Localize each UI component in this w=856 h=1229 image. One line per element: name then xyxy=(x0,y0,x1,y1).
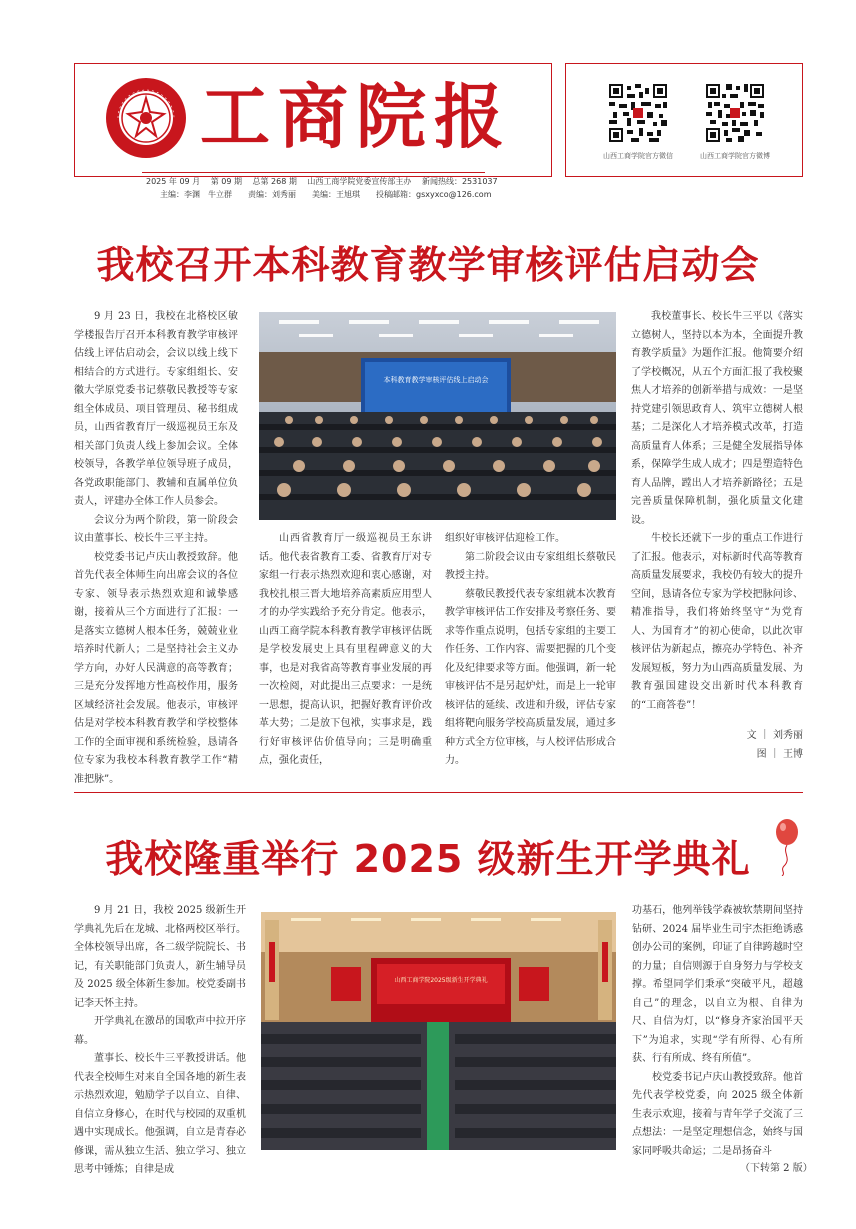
article1-headline: 我校召开本科教育教学审核评估启动会 xyxy=(96,243,760,287)
meeting-screen-title: 本科教育教学审核评估线上启动会 xyxy=(383,376,489,384)
weibo-qr-caption: 山西工商学院官方微博 xyxy=(700,152,770,160)
university-seal-icon xyxy=(104,76,188,160)
article1-column-3 xyxy=(445,530,616,771)
article2-column-4 xyxy=(632,902,803,1161)
paragraph: 功基石，他列举钱学森被软禁期间坚持钻研、2024 届毕业生司宇杰拒绝诱惑创办公司的案例，印证了自律跨越时空的力量；自信则源于自身努力与学校支撑。希望同学们秉承“突破平凡，超越自己”的理念，以自立为根、自律为尺、自信为灯，以“修身齐家治国平天下”为追求，实现“学有所得、心有所获、行有所成、终有所值”。 xyxy=(632,905,803,1064)
article1-column-4 xyxy=(631,308,803,715)
article2-headline: 我校隆重举行 2025 级新生开学典礼 xyxy=(105,837,751,881)
paragraph: 校党委书记卢庆山教授致辞。他首先代表学校党委，向 2025 级全体新生表示欢迎，接着与青年学子交流了三点想法：一是坚定理想信念，始终与国家同呼吸共命运；二是昂扬奋斗 xyxy=(632,1071,803,1157)
paragraph: 组织好审核评估迎检工作。 xyxy=(445,533,565,544)
article1-column-1 xyxy=(74,308,238,789)
article1-column-2 xyxy=(259,530,432,771)
meeting-photo xyxy=(259,312,616,520)
issue-info-line: 2025 年 09 月 第 09 期 总第 268 期 山西工商学院党委宣传部主办 新闻热线：2531037 xyxy=(146,177,498,186)
wechat-qr-code-icon[interactable] xyxy=(609,84,667,142)
paragraph: 9 月 23 日，我校在北格校区敏学楼报告厅召开本科教育教学审核评估线上评估启动会，会议以线上线下相结合的方式进行。专家组组长、安徽大学原党委书记蔡敬民教授等专家组全体成员、项目管理员、秘书组成员，山西省教育厅一级巡视员王东及相关部门负责人线上参加会议。全体校领导，各教学单位领导班子成员，各党政职能部门、教辅和直属单位负责人，评建办全体工作人员参会。 xyxy=(74,311,238,507)
paragraph: 校党委书记卢庆山教授致辞。他首先代表全体师生向出席会议的各位专家、领导表示热烈欢迎和诚挚感谢，接着从三个方面进行了汇报：一是落实立德树人根本任务，兢兢业业培养时代新人；二是坚持社会主义办学方向，办好人民满意的高等教育；三是充分发挥地方性高校作用，服务区域经济社会发展。他表示，审核评估是对学校本科教育教学和学校整体工作的全面审视和系统检验，恳请各位专家为我校本科教育教学工作“精准把脉”。 xyxy=(74,551,238,785)
article1-photo-credit: 图 ｜ 王博 xyxy=(756,749,803,760)
paragraph: 董事长、校长牛三平教授讲话。他代表全校师生对来自全国各地的新生表示热烈欢迎，勉励学子以自立、自律、自信立身修心，在时代与校园的双重机遇中实现成长。他强调，自立是青春必修课，需从独立生活、独立学习、独立思考中锤炼；自律是成 xyxy=(74,1053,246,1175)
continued-on-page-2: （下转第 2 版） xyxy=(740,1163,813,1174)
newspaper-title: 工商院报 xyxy=(200,75,512,158)
ceremony-screen-title: 山西工商学院2025级新生开学典礼 xyxy=(394,977,488,984)
paragraph: 我校董事长、校长牛三平以《落实立德树人，坚持以本为本，全面提升教育教学质量》为题作汇报。他简要介绍了学校概况，从五个方面汇报了我校聚焦人才培养的创新举措与成效：一是坚持党建引领思政育人、筑牢立德树人根基；二是深化人才培养模式改革，打造高质量育人体系；三是健全发展指导体系，保障学生成人成才；四是塑造特色育人品牌，蹚出人才培养新路径；五是完善质量保障机制，强化质量文化建设。 xyxy=(631,311,803,526)
paragraph: 9 月 21 日，我校 2025 级新生开学典礼先后在龙城、北格两校区举行。全体校领导出席，各二级学院院长、书记，有关职能部门负责人，新生辅导员及 2025 级全体新生参加。校党委副书记李天怀主持。 xyxy=(74,905,246,1009)
article2-column-1 xyxy=(74,902,246,1180)
article1-text-credit: 文 ｜ 刘秀丽 xyxy=(746,730,803,741)
wechat-qr-caption: 山西工商学院官方微信 xyxy=(603,152,673,160)
ceremony-photo xyxy=(261,912,616,1150)
editors-info-line: 主编：李渊 牛立群 责编：刘秀丽 美编：王旭琪 投稿邮箱：gsxyxco@126.com xyxy=(160,190,492,199)
balloon-icon xyxy=(770,818,804,876)
weibo-qr-code-icon[interactable] xyxy=(706,84,764,142)
paragraph: 牛校长还就下一步的重点工作进行了汇报。他表示，对标新时代高等教育高质量发展要求，我校仍有较大的提升空间，恳请各位专家为学校把脉问诊、精准指导，我们将始终坚守“为党育人、为国育才”的初心使命，以此次审核评估为新起点，擦亮办学特色、补齐发展短板，努力为山西高质量发展、为教育强国建设交出新时代本科教育的“工商答卷”！ xyxy=(631,533,803,711)
section-divider xyxy=(74,792,803,793)
paragraph: 开学典礼在激昂的国歌声中拉开序幕。 xyxy=(74,1016,246,1046)
paragraph: 会议分为两个阶段，第一阶段会议由董事长、校长牛三平主持。 xyxy=(74,514,238,544)
paragraph: 山西省教育厅一级巡视员王东讲话。他代表省教育工委、省教育厅对专家组一行表示热烈欢迎和衷心感谢，对我校扎根三晋大地培养高素质应用型人才的办学实践给予充分肯定。他表示，山西工商学院本科教育教学审核评估既是学校发展史上具有里程碑意义的大事，也是对我省高等教育事业发展的再一次检阅，对此提出三点要求：一是统一思想，提高认识，把握好教育评价改革大势；二是放下包袱，实事求是，践行好审核评估价值导向；三是明确重点，强化责任， xyxy=(259,533,432,766)
paragraph: 蔡敬民教授代表专家组就本次教育教学审核评估工作安排及考察任务、要求等作重点说明，包括专家组的主要工作任务、工作内容、需要把握的几个变化及纪律要求等方面。他强调，新一轮审核评估不是另起炉灶，而是上一轮审核评估的延续、改进和升级，评估专家组将靶向服务学校高质量发展，通过多种方式全方位审核，与人校评估形成合力。 xyxy=(445,588,616,766)
paragraph: 第二阶段会议由专家组组长蔡敬民教授主持。 xyxy=(445,551,616,581)
